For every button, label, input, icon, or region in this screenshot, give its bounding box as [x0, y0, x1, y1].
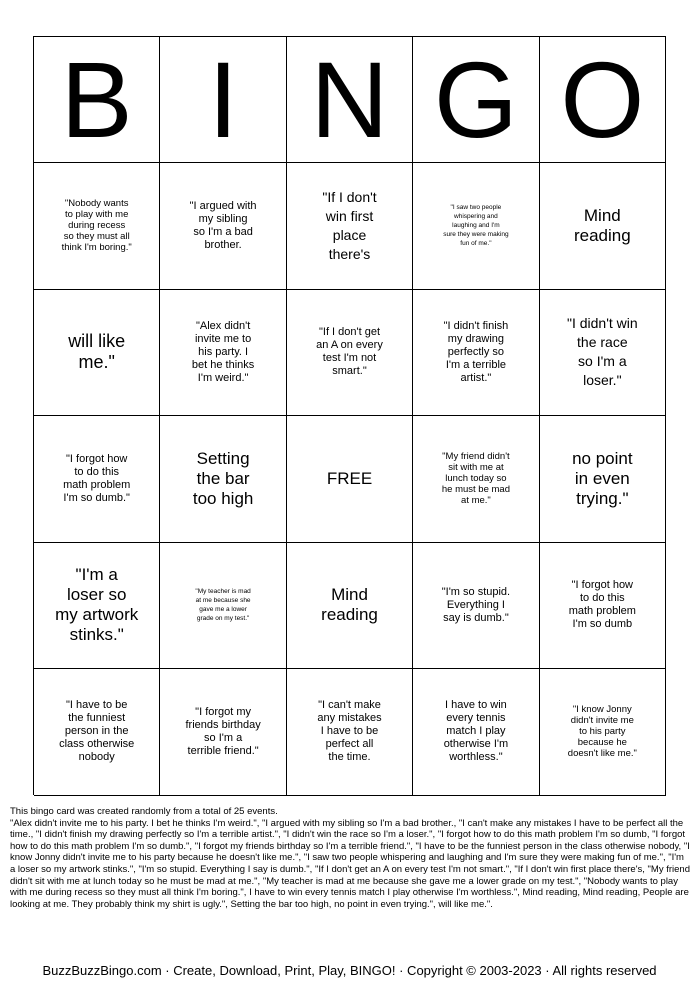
- bingo-cell-text: no point in even trying.": [572, 448, 633, 508]
- bingo-cell: [413, 543, 539, 670]
- bingo-cell: [34, 163, 160, 290]
- bingo-cell-text: "I know Jonny didn't invite me to his party because he doesn't like me.": [567, 704, 637, 760]
- bingo-cell: [160, 543, 286, 670]
- header-letter: O: [560, 38, 645, 160]
- bingo-row: [34, 416, 666, 543]
- header-row: [34, 37, 666, 163]
- bingo-cell-text: "I forgot my friends birthday so I'm a terrible friend.": [185, 705, 261, 757]
- bingo-cell-text: "Nobody wants to play with me during recess so they must all think I'm boring.": [61, 198, 132, 254]
- bingo-cell-text: "I forgot how to do this math problem I'm so dumb.": [63, 452, 131, 504]
- bingo-row: [34, 543, 666, 670]
- bingo-cell-text: "If I don't win first place there's: [322, 188, 377, 262]
- header-letter: G: [433, 38, 518, 160]
- header-cell-o: [540, 37, 666, 163]
- bingo-cell-text: "I didn't win the race so I'm a loser.": [566, 315, 638, 389]
- bingo-cell: [413, 669, 539, 796]
- header-letter: N: [310, 38, 389, 160]
- bingo-cell-text: I have to win every tennis match I play otherwise I'm worthless.": [443, 699, 509, 764]
- bingo-cell: [287, 543, 413, 670]
- header-cell-n: [287, 37, 413, 163]
- bingo-cell: [540, 290, 666, 417]
- bingo-cell: [287, 163, 413, 290]
- bingo-row: [34, 669, 666, 796]
- bingo-cell-text: "I argued with my sibling so I'm a bad brother.: [189, 199, 257, 251]
- bingo-cell: [160, 416, 286, 543]
- bingo-cell: [287, 290, 413, 417]
- bingo-cell-text: "I forgot how to do this math problem I'm so dumb: [568, 579, 636, 631]
- bingo-cell-text: "I saw two people whispering and laughing and I'm sure they were making fun of me.": [443, 204, 509, 248]
- bingo-cell-text: Mind reading: [573, 205, 631, 245]
- bingo-cell: [540, 669, 666, 796]
- bingo-cell-text: Setting the bar too high: [192, 448, 254, 508]
- bingo-cell-text: "If I don't get an A on every test I'm not smart.": [316, 326, 383, 378]
- bingo-cell: [413, 163, 539, 290]
- card-description: This bingo card was created randomly from a total of 25 events. "Alex didn't invite me to his party. I bet he thinks I'm weird.", "I argued with my sibling so I'm a bad brother., "I can't make any mistakes I have to be perfect all the time., "I didn't finish my drawing perfectly so I'm a terrible artist.", "I didn't win the race so I'm a loser.", "I forgot how to do this math problem I'm so dumb, "I forgot how to do this math problem I'm so dumb.", "I forgot my friends birthday so I'm a terrible friend.", "I have to be the funniest person in the class otherwise nobody, "I know Jonny didn't invite me to his party because he doesn't like me.", "I saw two people whispering and laughing and I'm sure they were making fun of me.", "I'm a loser so my artwork stinks.", "I'm so stupid. Everything I say is dumb.", "If I don't get an A on every test I'm not smart.", "If I don't win first place there's, "My friend didn't sit with me at lunch today so he must be mad at me.", "My teacher is mad at me because she gave me a lower grade on my test.", "Nobody wants to play with me during recess so they must all think I'm boring.", I have to win every tennis match I play otherwise I'm worthless.", Mind reading, Mind reading, People are looking at me. They probably think my shirt is ugly.", Setting the bar too high, no point in even trying.", will like me.".: [10, 806, 690, 910]
- bingo-cell-text: "I'm so stupid. Everything I say is dumb.": [441, 585, 511, 624]
- header-cell-i: [160, 37, 286, 163]
- bingo-cell: [34, 669, 160, 796]
- header-cell-b: [34, 37, 160, 163]
- bingo-cell-text: "My teacher is mad at me because she gave me a lower grade on my test.": [195, 588, 251, 623]
- header-letter: I: [208, 38, 239, 160]
- bingo-row: [34, 290, 666, 417]
- bingo-cell: [413, 416, 539, 543]
- bingo-cell: [160, 669, 286, 796]
- bingo-cell: [540, 543, 666, 670]
- bingo-cell-text: "I can't make any mistakes I have to be perfect all the time.: [317, 699, 382, 764]
- bingo-cell: [287, 669, 413, 796]
- header-letter: B: [60, 38, 133, 160]
- bingo-cell-text: Mind reading: [321, 585, 378, 625]
- bingo-cell: [540, 416, 666, 543]
- free-space-cell: [287, 416, 413, 543]
- bingo-cell: [160, 163, 286, 290]
- bingo-cell: [34, 290, 160, 417]
- bingo-row: [34, 163, 666, 290]
- bingo-cell: [540, 163, 666, 290]
- bingo-cell-text: "I have to be the funniest person in the class otherwise nobody: [59, 699, 135, 764]
- bingo-cell-text: "I'm a loser so my artwork stinks.": [55, 565, 139, 645]
- footer-copyright: BuzzBuzzBingo.com · Create, Download, Print, Play, BINGO! · Copyright © 2003-2023 · All rights reserved: [42, 963, 657, 978]
- bingo-cell-text: will like me.": [68, 331, 126, 373]
- bingo-cell-text: "I didn't finish my drawing perfectly so I'm a terrible artist.": [443, 319, 509, 384]
- bingo-cell-text: "Alex didn't invite me to his party. I bet he thinks I'm weird.": [191, 319, 255, 384]
- bingo-cell: [160, 290, 286, 417]
- bingo-cell: [34, 543, 160, 670]
- bingo-cell-text: FREE: [326, 468, 373, 488]
- bingo-cell-text: "My friend didn't sit with me at lunch today so he must be mad at me.": [441, 451, 510, 507]
- bingo-card: [33, 36, 666, 795]
- bingo-cell: [413, 290, 539, 417]
- header-cell-g: [413, 37, 539, 163]
- bingo-cell: [34, 416, 160, 543]
